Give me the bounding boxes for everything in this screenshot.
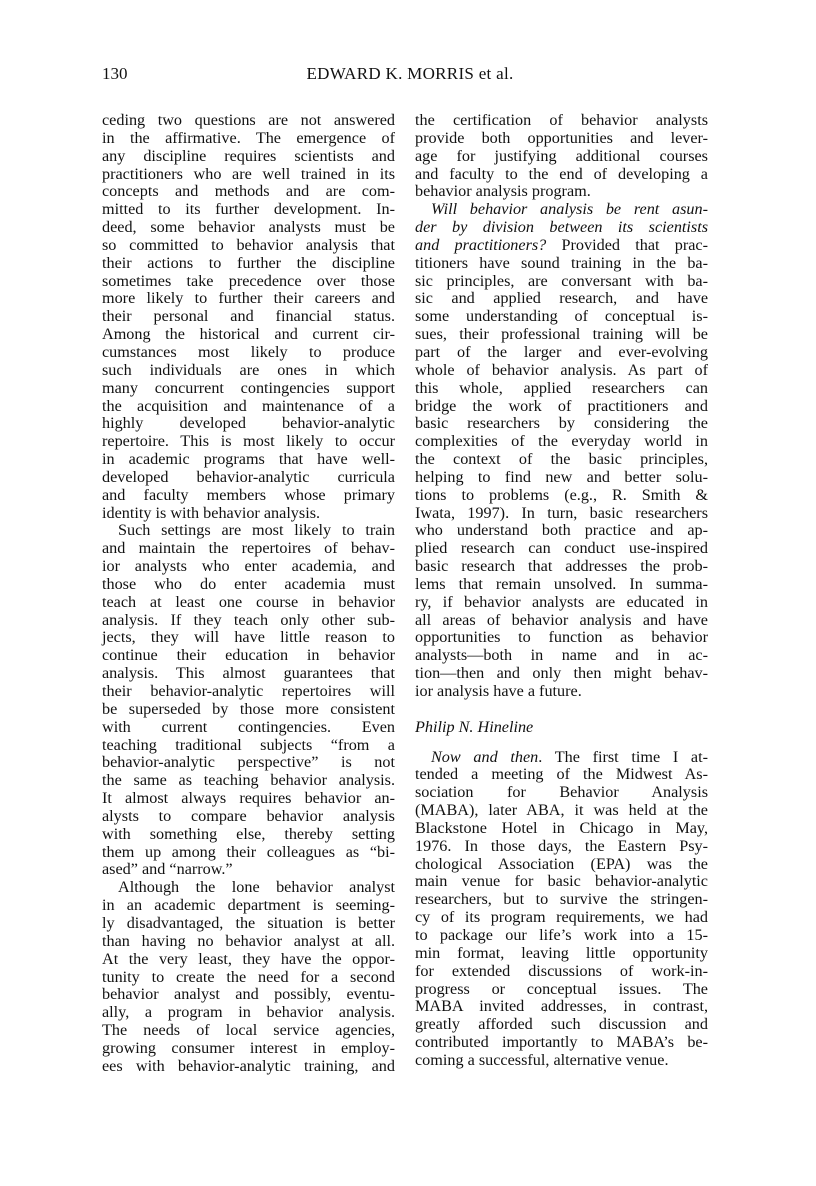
text-line [415,629,708,647]
line-text: ly disadvantaged, the situation is better [102,913,395,932]
line-text: them up among their colleagues as “bi- [102,842,395,861]
text-line [102,647,395,665]
text-line [415,148,708,166]
text-line [102,665,395,683]
text-line [415,909,708,927]
text-line [102,1058,395,1076]
line-text: (MABA), later ABA, it was held at the [415,801,708,820]
line-text: their personal and financial status. [102,307,395,326]
text-line [415,308,708,326]
line-text: than having no behavior analyst at all. [102,931,395,950]
line-text: provide both opportunities and lever- [415,128,708,147]
line-text: teaching traditional subjects “from a [102,735,395,754]
text-line [102,433,395,451]
line-text: Although the lone behavior analyst [118,878,395,897]
text-line [102,879,395,897]
line-text: in the affirmative. The emergence of [102,128,395,147]
text-line [102,719,395,737]
text-line [415,927,708,945]
text-line [102,915,395,933]
text-line [415,891,708,909]
line-text: jects, they will have little reason to [102,628,395,647]
italic-text: and practitioners? [415,235,547,254]
line-text: plied research can conduct use-inspired [415,539,708,558]
line-text: cumstances most likely to produce [102,342,395,361]
text-line [102,790,395,808]
line-text: and faculty to the end of developing a [415,164,708,183]
line-text: It almost always requires behavior an- [102,789,395,808]
text-line [415,558,708,576]
text-line [415,433,708,451]
text-line [415,166,708,184]
text-line [415,1052,708,1070]
line-text: sometimes take precedence over those [102,271,395,290]
text-line [102,1004,395,1022]
line-text: sociation for Behavior Analysis [415,783,708,802]
line-text: such individuals are ones in which [102,360,395,379]
line-text: helping to find new and better solu- [415,467,708,486]
line-text: ior analysis have a future. [415,682,582,700]
line-text: Provided that prac- [546,235,708,254]
right-column [415,112,708,1070]
text-line [415,594,708,612]
line-text: in academic programs that have well- [102,450,395,469]
text-line [415,856,708,874]
line-text: behavior analysis program. [415,182,591,201]
line-text: with current contingencies. Even [102,717,395,736]
line-text: continue their education in behavior [102,646,395,665]
line-text: and maintain the repertoires of behav- [102,539,395,558]
line-text: any discipline requires scientists and [102,146,395,165]
text-line [415,612,708,630]
line-text: ior analysts who enter academia, and [102,557,395,576]
line-text: whole of behavior analysis. As part of [415,360,708,379]
line-text: analysis. If they teach only other sub- [102,610,395,629]
text-line [102,629,395,647]
text-line [415,183,708,201]
line-text: to package our life’s work into a 15- [415,925,708,944]
text-line [102,398,395,416]
line-text: practitioners who are well trained in its [102,164,395,183]
italic-text: der by division between its scientists [415,218,708,237]
line-text: behavior analyst and possibly, eventu- [102,985,395,1004]
line-text: sues, their professional training will be [415,325,708,344]
text-line [102,148,395,166]
text-line [102,540,395,558]
line-text: bridge the work of practitioners and [415,396,708,415]
text-line [102,469,395,487]
line-text: some understanding of conceptual is- [415,307,708,326]
line-text: basic research that addresses the prob- [415,557,708,576]
text-line [415,380,708,398]
text-line [415,326,708,344]
text-line [102,808,395,826]
line-text: be superseded by those more consistent [102,699,395,718]
line-text: concepts and methods and are com- [102,182,395,201]
line-text: main venue for basic behavior-analytic [415,872,708,891]
text-line [415,1016,708,1034]
text-line [415,963,708,981]
line-text: the acquisition and maintenance of a [102,396,395,415]
text-line [102,969,395,987]
text-line [102,897,395,915]
text-line [102,612,395,630]
line-text: the certification of behavior analysts [415,111,708,129]
text-line [415,451,708,469]
line-text: many concurrent contingencies support [102,378,395,397]
line-text: greatly afforded such discussion and [415,1015,708,1034]
line-text: titioners have sound training in the ba- [415,253,708,272]
text-line [102,183,395,201]
line-text: age for justifying additional courses [415,146,708,165]
text-line [415,540,708,558]
text-line [102,558,395,576]
text-line [102,505,395,523]
text-line [415,273,708,291]
line-text: min format, leaving little opportunity [415,943,708,962]
italic-text: Now and then [431,747,539,766]
line-text: all areas of behavior analysis and have [415,610,708,629]
text-line [415,415,708,433]
line-text: and faculty members whose primary [102,485,395,504]
line-text: so committed to behavior analysis that [102,235,395,254]
line-text: coming a successful, alternative venue. [415,1050,669,1069]
text-line [102,683,395,701]
line-text: teach at least one course in behavior [102,592,395,611]
text-line [415,130,708,148]
line-text: highly developed behavior-analytic [102,414,395,433]
italic-text: Philip N. Hineline [415,717,534,736]
text-line [102,772,395,790]
text-line [415,1034,708,1052]
text-line [415,873,708,891]
running-head: EDWARD K. MORRIS et al. [306,64,514,83]
text-line [102,380,395,398]
left-column [102,112,395,1076]
text-line [415,362,708,380]
text-line [102,861,395,879]
line-text: ceding two questions are not answered [102,111,395,129]
line-text: MABA invited addresses, in contrast, [415,997,708,1016]
text-line [102,290,395,308]
italic-text: Will behavior analysis be rent asun- [431,200,708,219]
blank-line [415,701,708,719]
text-line [415,998,708,1016]
text-line [102,166,395,184]
text-line [102,701,395,719]
text-line [102,344,395,362]
text-line [415,522,708,540]
line-text: part of the larger and ever-evolving [415,342,708,361]
text-line [102,201,395,219]
text-line [415,487,708,505]
line-text: the same as teaching behavior analysis. [102,771,395,790]
text-line [415,838,708,856]
text-line [102,112,395,130]
line-text: this whole, applied researchers can [415,378,708,397]
line-text: their behavior-analytic repertoires will [102,682,395,700]
line-text: more likely to further their careers and [102,289,395,308]
text-line [102,933,395,951]
text-line [102,522,395,540]
line-text: lems that remain unsolved. In summa- [415,574,708,593]
text-line [102,451,395,469]
line-text: the context of the basic principles, [415,450,708,469]
text-line [102,826,395,844]
text-line [102,273,395,291]
text-line [415,647,708,665]
line-text: sic principles, are conversant with ba- [415,271,708,290]
line-text: ased” and “narrow.” [102,860,233,879]
line-text: ry, if behavior analysts are educated in [415,592,708,611]
line-text: Iwata, 1997). In turn, basic researchers [415,503,708,522]
line-text: basic researchers by considering the [415,414,708,433]
text-line [415,576,708,594]
line-text: deed, some behavior analysts must be [102,218,395,237]
text-line [102,1040,395,1058]
line-text: with something else, thereby setting [102,824,395,843]
line-text: opportunities to function as behavior [415,628,708,647]
text-line [102,219,395,237]
text-line [415,981,708,999]
line-text: contributed importantly to MABA’s be- [415,1033,708,1052]
text-line [102,754,395,772]
line-text: who understand both practice and ap- [415,521,708,540]
line-text: ally, a program in behavior analysis. [102,1003,395,1022]
line-text: analysis. This almost guarantees that [102,664,395,683]
text-line [415,112,708,130]
text-line [415,505,708,523]
line-text: in an academic department is seeming- [102,896,395,915]
line-text: identity is with behavior analysis. [102,503,321,522]
line-text: tunity to create the need for a second [102,967,395,986]
line-text: . The first time I at- [538,747,708,766]
text-line [102,362,395,380]
text-line [415,344,708,362]
section-author-heading [415,719,708,737]
text-line [415,784,708,802]
line-text: developed behavior-analytic curricula [102,467,395,486]
text-line [415,237,708,255]
line-text: tion—then and only then might behav- [415,664,708,683]
text-line [102,130,395,148]
line-text: repertoire. This is most likely to occur [102,432,395,451]
line-text: mitted to its further development. In- [102,200,395,219]
text-line [415,802,708,820]
text-line [102,255,395,273]
line-text: progress or conceptual issues. The [415,979,708,998]
text-line [415,290,708,308]
line-text: analysts—both in name and in ac- [415,646,708,665]
text-line [415,201,708,219]
text-line [415,683,708,701]
line-text: Such settings are most likely to train [118,521,395,540]
line-text: for extended discussions of work-in- [415,961,708,980]
text-line [102,844,395,862]
line-text: alysts to compare behavior analysis [102,806,395,825]
line-text: At the very least, they have the oppor- [102,949,395,968]
text-line [415,766,708,784]
text-line [102,986,395,1004]
line-text: The needs of local service agencies, [102,1021,395,1040]
text-line [415,945,708,963]
line-text: those who do enter academia must [102,574,395,593]
text-line [102,415,395,433]
line-text: researchers, but to survive the stringen- [415,890,708,909]
line-text: growing consumer interest in employ- [102,1038,395,1057]
line-text: ees with behavior-analytic training, and [102,1056,395,1075]
line-text: sic and applied research, and have [415,289,708,308]
text-line [102,308,395,326]
line-text: Blackstone Hotel in Chicago in May, [415,818,708,837]
text-line [102,237,395,255]
text-line [102,594,395,612]
text-line [102,326,395,344]
line-text: 1976. In those days, the Eastern Psy- [415,836,708,855]
line-text: behavior-analytic perspective” is not [102,753,395,772]
text-line [102,576,395,594]
page-number: 130 [102,64,128,83]
text-line [415,469,708,487]
text-line [102,737,395,755]
text-line [102,487,395,505]
text-line [415,219,708,237]
text-line [102,951,395,969]
line-text: chological Association (EPA) was the [415,854,708,873]
line-text: Among the historical and current cir- [102,325,395,344]
line-text: cy of its program requirements, we had [415,908,708,927]
line-text: their actions to further the discipline [102,253,395,272]
text-line [102,1022,395,1040]
line-text: complexities of the everyday world in [415,432,708,451]
text-line [415,398,708,416]
text-line [415,255,708,273]
text-line [415,749,708,767]
text-line [415,820,708,838]
text-line [415,665,708,683]
line-text: tended a meeting of the Midwest As- [415,765,708,784]
line-text: tions to problems (e.g., R. Smith & [415,485,708,504]
